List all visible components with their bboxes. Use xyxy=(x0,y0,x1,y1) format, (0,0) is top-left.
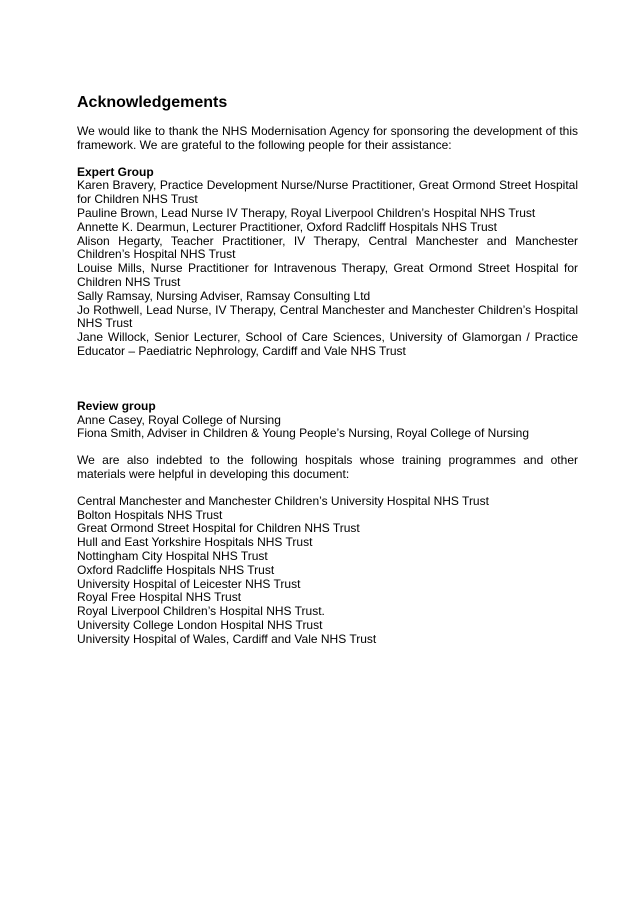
hospital-item: Hull and East Yorkshire Hospitals NHS Trust xyxy=(77,535,313,550)
review-member: Fiona Smith, Adviser in Children & Young People’s Nursing, Royal College of Nursing xyxy=(77,426,530,441)
hospital-item: Oxford Radcliffe Hospitals NHS Trust xyxy=(77,562,275,577)
expert-member: Louise Mills, Nurse Practitioner for Intravenous Therapy, Great Ormond Street Hospital for Children NHS Trust xyxy=(77,261,578,289)
hospital-item: University College London Hospital NHS Trust xyxy=(77,617,323,632)
expert-member: Karen Bravery, Practice Development Nurse/Nurse Practitioner, Great Ormond Street Hospital for Children NHS Trust xyxy=(77,178,578,207)
review-member: Anne Casey, Royal College of Nursing xyxy=(77,412,281,427)
expert-member: Annette K. Dearmun, Lecturer Practitioner, Oxford Radcliff Hospitals NHS Trust xyxy=(77,219,497,234)
document-page xyxy=(77,93,578,647)
expert-group-heading: Expert Group xyxy=(77,164,154,179)
review-group-heading: Review group xyxy=(77,398,156,413)
intro-paragraph: We would like to thank the NHS Modernisation Agency for sponsoring the development of this framework. We are grateful to the following people for their assistance: xyxy=(77,124,578,152)
hospital-item: Royal Liverpool Children’s Hospital NHS Trust. xyxy=(77,604,325,619)
review-group-list xyxy=(77,414,578,442)
expert-group-list xyxy=(77,179,578,358)
hospital-item: Central Manchester and Manchester Children’s University Hospital NHS Trust xyxy=(77,493,489,508)
expert-member: Jo Rothwell, Lead Nurse, IV Therapy, Central Manchester and Manchester Children’s Hospital NHS Trust xyxy=(77,302,578,331)
page-title: Acknowledgements xyxy=(77,94,228,111)
section-spacer xyxy=(77,359,578,400)
hospital-list xyxy=(77,495,578,647)
hospital-item: Bolton Hospitals NHS Trust xyxy=(77,507,223,522)
expert-member: Sally Ramsay, Nursing Adviser, Ramsay Consulting Ltd xyxy=(77,288,371,303)
expert-member: Pauline Brown, Lead Nurse IV Therapy, Royal Liverpool Children’s Hospital NHS Trust xyxy=(77,205,536,220)
hospital-item: Great Ormond Street Hospital for Children NHS Trust xyxy=(77,521,360,536)
hospital-item: University Hospital of Leicester NHS Trust xyxy=(77,576,301,591)
hospital-item: University Hospital of Wales, Cardiff and Vale NHS Trust xyxy=(77,631,377,646)
indebted-paragraph: We are also indebted to the following hospitals whose training programmes and other materials were helpful in developing this document: xyxy=(77,453,578,481)
hospital-item: Nottingham City Hospital NHS Trust xyxy=(77,548,268,563)
expert-member: Alison Hegarty, Teacher Practitioner, IV Therapy, Central Manchester and Manchester Children’s Hospital NHS Trust xyxy=(77,233,578,262)
hospital-item: Royal Free Hospital NHS Trust xyxy=(77,590,242,605)
expert-member: Jane Willock, Senior Lecturer, School of Care Sciences, University of Glamorgan / Practice Educator – Paediatric Nephrology, Cardiff and Vale NHS Trust xyxy=(77,330,578,358)
